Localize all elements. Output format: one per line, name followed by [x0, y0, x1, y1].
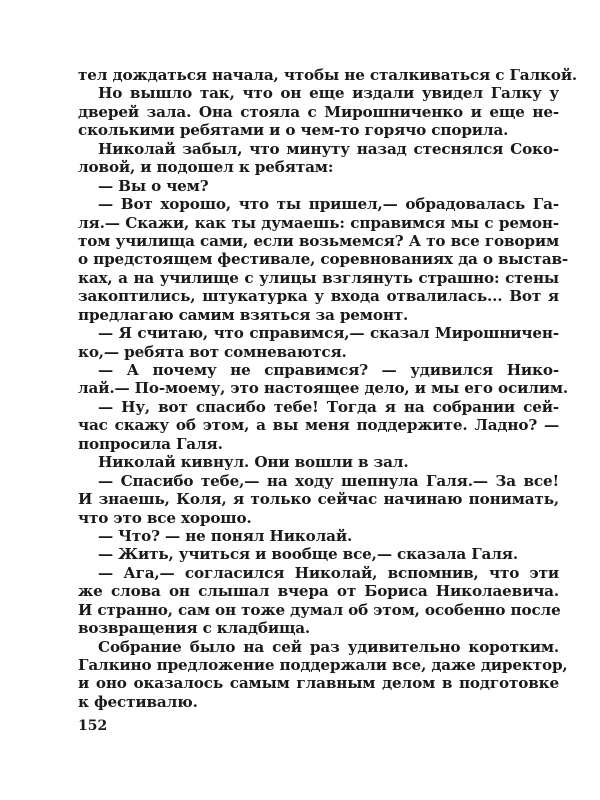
text-line-22: Николай кивнул. Они вошли в зал. — [98, 453, 409, 472]
text-line-27: — Жить, учиться и вообще все,— сказала Галя. — [98, 545, 519, 564]
text-line-34: и оно оказалось самым главным делом в подготовке — [78, 674, 559, 693]
text-line-32: Собрание было на сей раз удивительно коротким. — [98, 637, 559, 656]
text-line-10: том училища сами, если возьмемся? А то все говорим — [78, 231, 559, 250]
text-line-15: — Я считаю, что справимся,— сказал Мирошничен- — [98, 324, 559, 343]
text-line-18: лай.— По-моему, это настоящее дело, и мы его осилим. — [78, 379, 569, 398]
text-line-33: Галкино предложение поддержали все, даже директор, — [78, 656, 568, 674]
text-line-14: предлагаю самим взяться за ремонт. — [78, 305, 409, 324]
text-line-28: — Ага,— согласился Николай, вспомнив, что эти — [98, 563, 559, 582]
text-line-29: же слова он слышал вчера от Бориса Николаевича. — [78, 582, 559, 601]
text-line-16: ко,— ребята вот сомневаются. — [78, 342, 347, 361]
text-line-2: Но вышло так, что он еще издали увидел Галку у — [98, 84, 559, 103]
text-line-6: ловой, и подошел к ребятам: — [78, 158, 334, 177]
text-line-12: ках, а на училище с улицы взглянуть страшно: стены — [78, 268, 559, 287]
text-line-23: — Спасибо тебе,— на ходу шепнула Галя.— За все! — [98, 471, 559, 490]
text-line-13: закоптились, штукатурка у входа отвалилась... Вот я — [78, 287, 559, 306]
text-line-7: — Вы о чем? — [98, 176, 209, 195]
text-line-31: возвращения с кладбища. — [78, 619, 311, 638]
text-line-3: дверей зала. Она стояла с Мирошниченко и еще не- — [78, 102, 559, 121]
page-number: 152 — [78, 718, 108, 734]
text-line-17: — А почему не справимся? — удивился Нико- — [98, 361, 559, 379]
text-line-25: что это все хорошо. — [78, 508, 252, 527]
text-line-8: — Вот хорошо, что ты пришел,— обрадовалась Га- — [98, 195, 559, 214]
text-line-26: — Что? — не понял Николай. — [98, 526, 353, 545]
text-line-30: И странно, сам он тоже думал об этом, особенно после — [78, 600, 561, 619]
text-line-9: ля.— Скажи, как ты думаешь: справимся мы с ремон- — [78, 213, 559, 232]
text-line-11: о предстоящем фестивале, соревнованиях да о выстав- — [78, 250, 569, 269]
text-line-5: Николай забыл, что минуту назад стеснялся Соко- — [98, 139, 559, 158]
text-line-24: И знаешь, Коля, я только сейчас начинаю понимать, — [78, 490, 559, 509]
book-page-text — [78, 66, 578, 711]
text-line-35: к фестивалю. — [78, 692, 198, 711]
text-line-19: — Ну, вот спасибо тебе! Тогда я на собрании сей- — [98, 397, 559, 416]
text-line-1: тел дождаться начала, чтобы не сталкиваться с Галкой. — [78, 66, 578, 84]
text-line-21: попросила Галя. — [78, 434, 223, 453]
text-line-4: сколькими ребятами и о чем-то горячо спорила. — [78, 121, 509, 140]
text-line-20: час скажу об этом, а вы меня поддержите. Ладно? — — [78, 416, 559, 435]
